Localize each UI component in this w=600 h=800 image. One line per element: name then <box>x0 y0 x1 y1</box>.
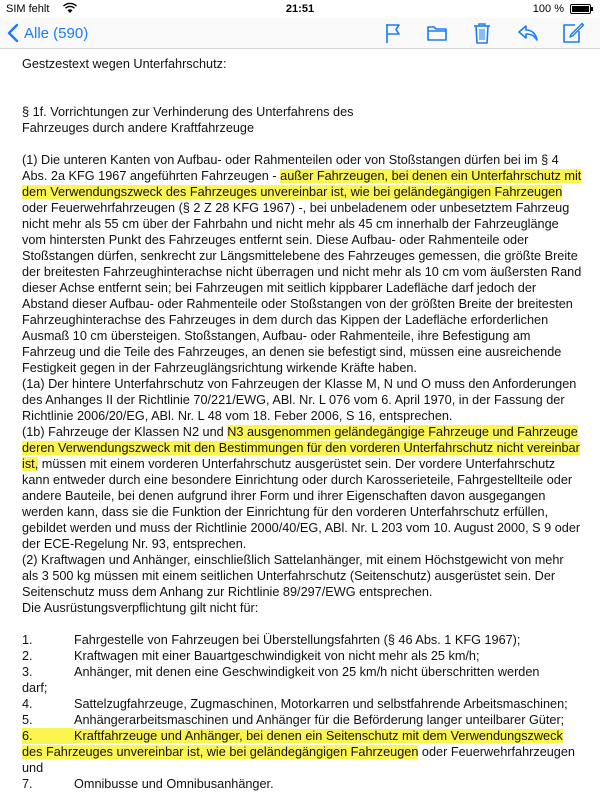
list-item: 6. Kraftfahrzeuge und Anhänger, bei denen ein Seitenschutz mit dem Verwendungszweck <box>22 729 563 743</box>
status-bar <box>0 0 600 18</box>
list-item: 2. Kraftwagen mit einer Bauartgeschwindigkeit von nicht mehr als 25 km/h; <box>22 649 480 663</box>
back-button-label: Alle (590) <box>24 24 89 42</box>
paragraph-1: (1) Die unteren Kanten von Aufbau- oder Rahmenteilen oder von Stoßstangen dürfen bei im § 4 Abs. 2a KFG 1967 angeführten Fahrzeugen - außer Fahrzeugen, bei denen ein Unterfahrschutz mit dem Verwendungszweck des Fahrzeuges unvereinbar ist, wie bei geländegängigen Fahrzeugen oder Feuerwehrfahrzeugen (§ 2 Z 28 KFG 1967) -, bei unbeladenem oder unbesetztem Fahrzeug nicht mehr als 55 cm über der Fahrbahn und nicht mehr als 45 cm innerhalb der Fahrzeuglänge vom hintersten Punkt des Fahrzeuges entfernt sein. Diese Aufbau- oder Rahmenteile oder Stoßstangen dürfen, senkrecht zur Längsmittelebene des Fahrzeuges gemessen, die größte Breite der breitesten Fahrzeughinterachse nicht überragen und nicht mehr als 10 cm vom äußersten Rand dieser Achse entfernt sein; bei Fahrzeugen mit seitlich kippbarer Ladefläche darf jedoch der Abstand dieser Aufbau- oder Rahmenteile oder Stoßstangen von der größten Breite der breitesten Fahrzeughinterachse des Fahrzeuges in dem durch das Kippen der Ladefläche erforderlichen Ausmaß 10 cm übersteigen. Stoßstangen, Aufbau- oder Rahmenteile, ihre Befestigung am Fahrzeug und die Teile des Fahrzeuges, an denen sie befestigt sind, müssen eine ausreichende Festigkeit gegen in der Fahrzeuglängsrichtung wirkende Kräfte haben. <box>22 153 582 375</box>
compose-button[interactable] <box>561 21 585 45</box>
paragraph-1a: (1a) Der hintere Unterfahrschutz von Fahrzeugen der Klasse M, N und O muss den Anforderungen des Anhanges II der Richtlinie 70/221/EWG, ABl. Nr. L 076 vom 6. April 1970, in der Fassung der Richtlinie 2006/20/EG, ABl. Nr. L 48 vom 18. Feber 2006, S 16, entsprechen. <box>22 377 577 423</box>
highlight: des Fahrzeuges unvereinbar ist, wie bei geländegängigen Fahrzeugen <box>22 745 419 759</box>
list-item: 5. Anhängerarbeitsmaschinen und Anhänger für die Beförderung langer unteilbarer Güter; <box>22 713 565 727</box>
compose-icon <box>561 21 585 45</box>
paragraph-1b: (1b) Fahrzeuge der Klassen N2 und N3 ausgenommen geländegängige Fahrzeuge und Fahrzeuge deren Verwendungszweck mit den Bestimmungen für den vorderen Unterfahrschutz nicht vereinbar ist, müssen mit einem vorderen Unterfahrschutz ausgerüstet sein. Der vordere Unterfahrschutz kann entweder durch eine besondere Einrichtung oder durch Karosserieteile, Fahrgestellteile oder andere Bauteile, bei denen aufgrund ihrer Form und ihrer Eigenschaften davon ausgegangen werden kann, dass sie die Funktion der Einrichtung für den vorderen Unterfahrschutz erfüllen, gebildet werden und muss der Richtlinie 2000/40/EG, ABl. Nr. L 203 vom 10. August 2000, S 9 oder der ECE-Regelung Nr. 93, entsprechen. <box>22 425 581 551</box>
email-intro: Gestzestext wegen Unterfahrschutz: <box>22 57 227 71</box>
flag-icon <box>381 21 405 45</box>
delete-button[interactable] <box>470 21 494 45</box>
list-item-continuation: und <box>22 761 44 775</box>
trash-icon <box>470 21 494 45</box>
list-item: 1. Fahrgestelle von Fahrzeugen bei Überstellungsfahrten (§ 46 Abs. 1 KFG 1967); <box>22 633 521 647</box>
reply-icon <box>516 21 540 45</box>
exemption-list <box>22 632 582 792</box>
flag-button[interactable] <box>381 21 405 45</box>
email-body <box>22 56 582 792</box>
carrier-label: SIM fehlt <box>6 3 50 15</box>
battery-icon <box>570 4 594 14</box>
folder-icon <box>425 21 449 45</box>
list-item: 7. Omnibusse und Omnibusanhänger. <box>22 777 274 791</box>
highlight: Kraftfahrzeuge und Anhänger, bei denen ein Seitenschutz mit dem Verwendungszweck <box>74 729 563 743</box>
highlight: außer Fahrzeugen, bei denen ein Unterfahrschutz mit dem Verwendungszweck des Fahrzeuges unvereinbar ist, wie bei geländegängigen Fahrzeugen <box>22 169 582 199</box>
chevron-left-icon <box>6 23 20 43</box>
reply-button[interactable] <box>516 21 540 45</box>
section-heading-line-2: Fahrzeuges durch andere Kraftfahrzeuge <box>22 121 255 135</box>
back-button[interactable] <box>6 21 88 45</box>
move-to-folder-button[interactable] <box>425 21 449 45</box>
list-item: 4. Sattelzugfahrzeuge, Zugmaschinen, Motorkarren und selbstfahrende Arbeitsmaschinen; <box>22 697 568 711</box>
highlight: N3 ausgenommen geländegängige Fahrzeuge und Fahrzeuge deren Verwendungszweck mit den Bestimmungen für den vorderen Unterfahrschutz nicht vereinbar ist, <box>22 425 580 471</box>
mail-toolbar <box>0 18 600 49</box>
list-item: 3. Anhänger, mit denen eine Geschwindigkeit von 25 km/h nicht überschritten werden <box>22 665 540 679</box>
list-item-continuation: des Fahrzeuges unvereinbar ist, wie bei geländegängigen Fahrzeugen oder Feuerwehrfahrzeugen <box>22 745 575 759</box>
list-item-continuation: darf; <box>22 681 48 695</box>
battery-percent: 100 % <box>532 3 564 15</box>
section-heading-line-1: § 1f. Vorrichtungen zur Verhinderung des Unterfahrens des <box>22 105 354 119</box>
clock: 21:51 <box>285 3 315 15</box>
paragraph-2: (2) Kraftwagen und Anhänger, einschließlich Sattelanhänger, mit einem Höchstgewicht von mehr als 3 500 kg müssen mit einem seitlichen Unterfahrschutz (Seitenschutz) ausgerüstet sein. Der Seitenschutz muss dem Anhang zur Richtlinie 89/297/EWG entsprechen. <box>22 553 564 599</box>
list-intro: Die Ausrüstungsverpflichtung gilt nicht für: <box>22 601 259 615</box>
